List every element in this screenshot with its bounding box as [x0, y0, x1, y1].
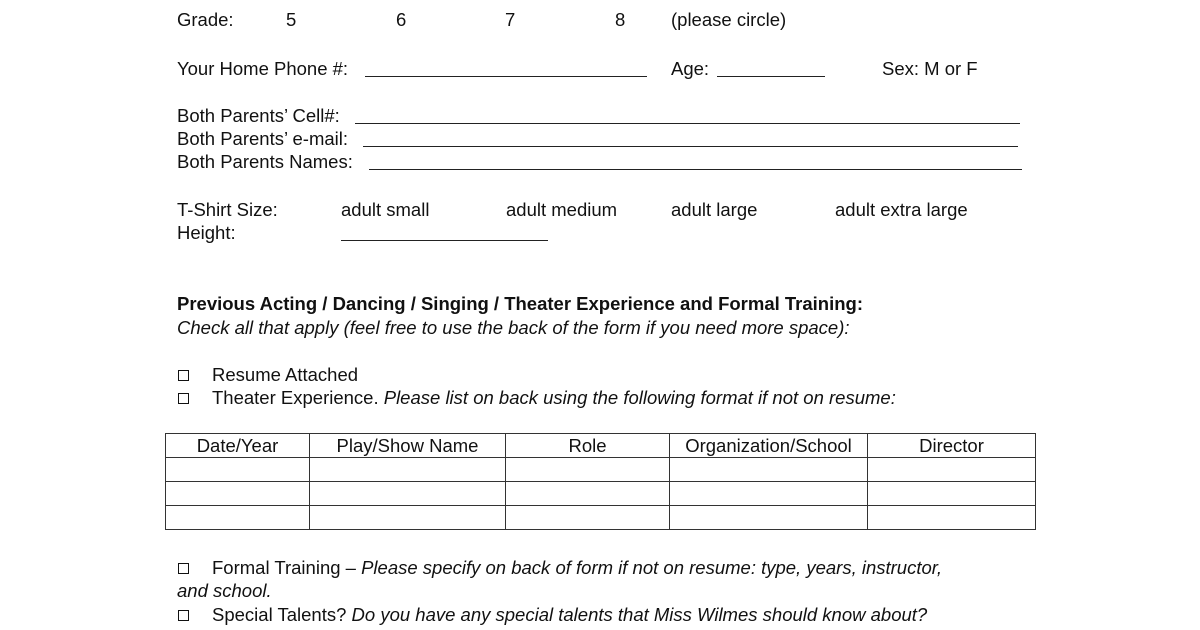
parents-names-field[interactable]	[369, 153, 1022, 170]
grade-instruction: (please circle)	[671, 9, 787, 30]
resume-attached-item[interactable]	[178, 364, 358, 386]
home-phone-field[interactable]	[365, 60, 647, 77]
table-cell[interactable]	[506, 506, 670, 530]
column-header-role: Role	[506, 434, 670, 458]
column-header-play-show-name: Play/Show Name	[310, 434, 506, 458]
height-field[interactable]	[341, 224, 548, 241]
table-cell[interactable]	[310, 458, 506, 482]
table-header-row	[166, 434, 1036, 458]
table-cell[interactable]	[166, 482, 310, 506]
special-talents-label: Special Talents?	[212, 604, 347, 625]
grade-option-5[interactable]: 5	[286, 9, 297, 30]
experience-heading: Previous Acting / Dancing / Singing / Theater Experience and Formal Training:	[177, 293, 863, 314]
column-header-organization-school: Organization/School	[670, 434, 868, 458]
parents-names-label: Both Parents Names:	[177, 151, 353, 172]
tshirt-option-extra-large[interactable]: adult extra large	[835, 199, 968, 220]
special-talents-item[interactable]	[178, 604, 927, 626]
tshirt-option-large[interactable]: adult large	[671, 199, 758, 220]
table-cell[interactable]	[670, 506, 868, 530]
resume-attached-label: Resume Attached	[212, 364, 359, 385]
tshirt-option-medium[interactable]: adult medium	[506, 199, 618, 220]
table-cell[interactable]	[670, 458, 868, 482]
sex-label[interactable]: Sex: M or F	[882, 58, 978, 79]
home-phone-label: Your Home Phone #:	[177, 58, 349, 79]
parents-cell-label: Both Parents’ Cell#:	[177, 105, 340, 126]
theater-experience-label: Theater Experience.	[212, 387, 379, 408]
table-row	[166, 506, 1036, 530]
tshirt-size-label: T-Shirt Size:	[177, 199, 278, 220]
age-label: Age:	[671, 58, 710, 79]
column-header-date-year: Date/Year	[166, 434, 310, 458]
experience-instructions: Check all that apply (feel free to use the back of the form if you need more space):	[177, 317, 850, 338]
table-cell[interactable]	[868, 506, 1036, 530]
parents-email-label: Both Parents’ e-mail:	[177, 128, 349, 149]
theater-experience-item[interactable]	[178, 387, 896, 409]
table-cell[interactable]	[868, 458, 1036, 482]
height-label: Height:	[177, 222, 236, 243]
table-cell[interactable]	[310, 482, 506, 506]
resume-checkbox[interactable]	[178, 370, 189, 381]
theater-checkbox[interactable]	[178, 393, 189, 404]
parents-cell-field[interactable]	[355, 107, 1020, 124]
formal-training-label: Formal Training –	[212, 557, 356, 578]
special-talents-note: Do you have any special talents that Miss Wilmes should know about?	[351, 604, 928, 625]
formal-training-note: Please specify on back of form if not on resume: type, years, instructor,	[361, 557, 943, 578]
table-cell[interactable]	[310, 506, 506, 530]
table-cell[interactable]	[670, 482, 868, 506]
grade-option-6[interactable]: 6	[396, 9, 407, 30]
table-row	[166, 482, 1036, 506]
special-talents-checkbox[interactable]	[178, 610, 189, 621]
grade-label: Grade:	[177, 9, 234, 30]
table-cell[interactable]	[166, 458, 310, 482]
formal-training-item[interactable]	[178, 557, 942, 579]
age-field[interactable]	[717, 60, 825, 77]
table-cell[interactable]	[166, 506, 310, 530]
table-cell[interactable]	[506, 458, 670, 482]
tshirt-option-small[interactable]: adult small	[341, 199, 430, 220]
parents-email-field[interactable]	[363, 130, 1018, 147]
table-cell[interactable]	[506, 482, 670, 506]
grade-option-8[interactable]: 8	[615, 9, 626, 30]
column-header-director: Director	[868, 434, 1036, 458]
table-row	[166, 458, 1036, 482]
formal-training-checkbox[interactable]	[178, 563, 189, 574]
grade-option-7[interactable]: 7	[505, 9, 516, 30]
table-cell[interactable]	[868, 482, 1036, 506]
theater-experience-note: Please list on back using the following format if not on resume:	[383, 387, 896, 408]
formal-training-note-continued: and school.	[177, 580, 272, 601]
experience-table	[165, 433, 1036, 530]
